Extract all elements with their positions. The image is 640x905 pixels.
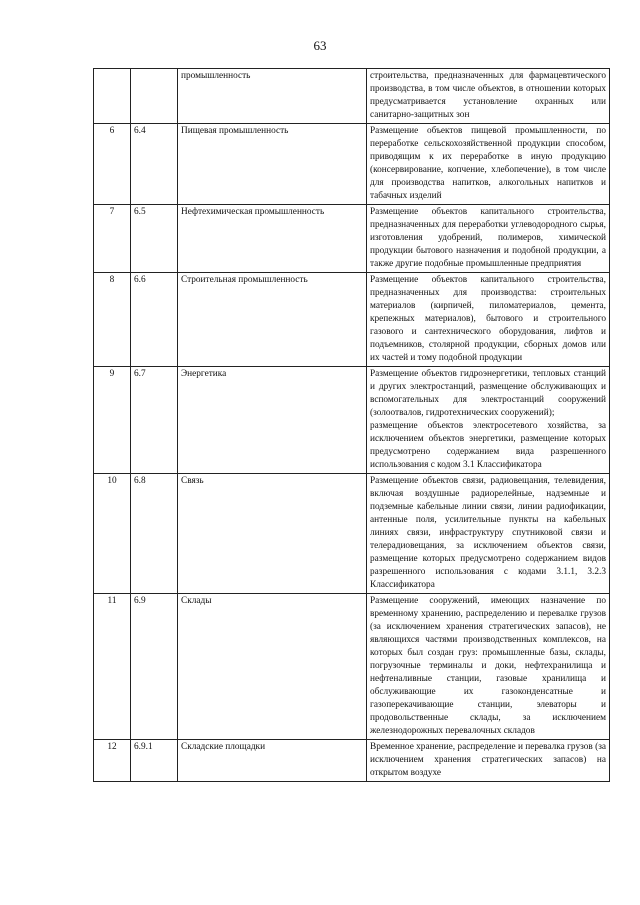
use-description-cell (367, 124, 610, 205)
table-row (94, 124, 610, 205)
table-row (94, 367, 610, 474)
use-description-cell (367, 367, 610, 474)
use-name-cell: Строительная промышленность (178, 273, 367, 367)
use-name-cell: Энергетика (178, 367, 367, 474)
table-row (94, 273, 610, 367)
use-name-cell: Складские площадки (178, 740, 367, 782)
use-description-cell (367, 740, 610, 782)
description-paragraph: Размещение объектов капитального строительства, предназначенных для производства: строительных материалов (кирпичей, пиломатериалов, цемента, крепежных материалов), бытового и строительного газового и сантехнического оборудования, лифтов и подъемников, столярной продукции, сборных домов или их частей и тому подобной продукции (370, 275, 606, 363)
use-description-cell (367, 205, 610, 273)
use-description-cell (367, 594, 610, 740)
use-name-cell: Связь (178, 474, 367, 594)
row-number-cell: 6 (94, 124, 131, 205)
row-number-cell: 9 (94, 367, 131, 474)
row-number-cell (94, 69, 131, 124)
description-paragraph: размещение объектов электросетевого хозяйства, за исключением объектов энергетики, размещение которых предусмотрено содержанием вида разрешенного использования с кодом 3.1 Классификатора (370, 421, 606, 470)
row-number-cell: 11 (94, 594, 131, 740)
description-paragraph: Размещение объектов связи, радиовещания, телевидения, включая воздушные радиорелейные, надземные и подземные кабельные линии связи, линии радиофикации, антенные поля, усилительные пункты на кабельных линиях связи, инфраструктуру спутниковой связи и телерадиовещания, за исключением объектов связи, размещение которых предусмотрено содержанием видов разрешенного использования с кодами 3.1.1, 3.2.3 Классификатора (370, 476, 606, 590)
use-code-cell: 6.4 (131, 124, 178, 205)
description-paragraph: Размещение сооружений, имеющих назначение по временному хранению, распределению и перевалке грузов (за исключением хранения стратегических запасов), не являющихся частями производственных комплексов, на которых был создан груз: промышленные базы, склады, погрузочные терминалы и доки, нефтехранилища и нефтеналивные станции, газовые хранилища и обслуживающие их газоконденсатные и газоперекачивающие станции, элеваторы и продовольственные склады, за исключением железнодорожных перевалочных складов (370, 596, 606, 736)
row-number-cell: 10 (94, 474, 131, 594)
row-number-cell: 8 (94, 273, 131, 367)
use-code-cell: 6.9 (131, 594, 178, 740)
description-paragraph: Временное хранение, распределение и перевалка грузов (за исключением хранения стратегических запасов) на открытом воздухе (370, 742, 606, 778)
use-code-cell: 6.9.1 (131, 740, 178, 782)
use-description-cell (367, 474, 610, 594)
table-row (94, 740, 610, 782)
use-description-cell (367, 273, 610, 367)
use-code-cell: 6.6 (131, 273, 178, 367)
table-row (94, 474, 610, 594)
use-name-cell: промышленность (178, 69, 367, 124)
table-body (94, 69, 610, 782)
description-paragraph: Размещение объектов пищевой промышленности, по переработке сельскохозяйственной продукции способом, приводящим к их переработке в иную продукцию (консервирование, копчение, хлебопечение), в том числе для производства напитков, алкогольных напитков и табачных изделий (370, 126, 606, 201)
use-name-cell: Пищевая промышленность (178, 124, 367, 205)
use-name-cell: Нефтехимическая промышленность (178, 205, 367, 273)
use-code-cell: 6.5 (131, 205, 178, 273)
description-paragraph: Размещение объектов капитального строительства, предназначенных для переработки углеводородного сырья, изготовления удобрений, полимеров, химической продукции бытового назначения и подобной продукции, а также другие подобные промышленные предприятия (370, 207, 606, 269)
zoning-table (93, 68, 610, 782)
use-description-cell (367, 69, 610, 124)
use-code-cell: 6.8 (131, 474, 178, 594)
table-row (94, 69, 610, 124)
use-code-cell: 6.7 (131, 367, 178, 474)
table-row (94, 594, 610, 740)
table-row (94, 205, 610, 273)
row-number-cell: 7 (94, 205, 131, 273)
row-number-cell: 12 (94, 740, 131, 782)
description-paragraph: строительства, предназначенных для фармацевтического производства, в том числе объектов, в отношении которых предусматривается установление охранных или санитарно-защитных зон (370, 71, 606, 120)
use-name-cell: Склады (178, 594, 367, 740)
description-paragraph: Размещение объектов гидроэнергетики, тепловых станций и других электростанций, размещение обслуживающих и вспомогательных для электростанций сооружений (золоотвалов, гидротехнических сооружений); (370, 369, 606, 418)
page-number: 63 (313, 38, 327, 53)
use-code-cell (131, 69, 178, 124)
